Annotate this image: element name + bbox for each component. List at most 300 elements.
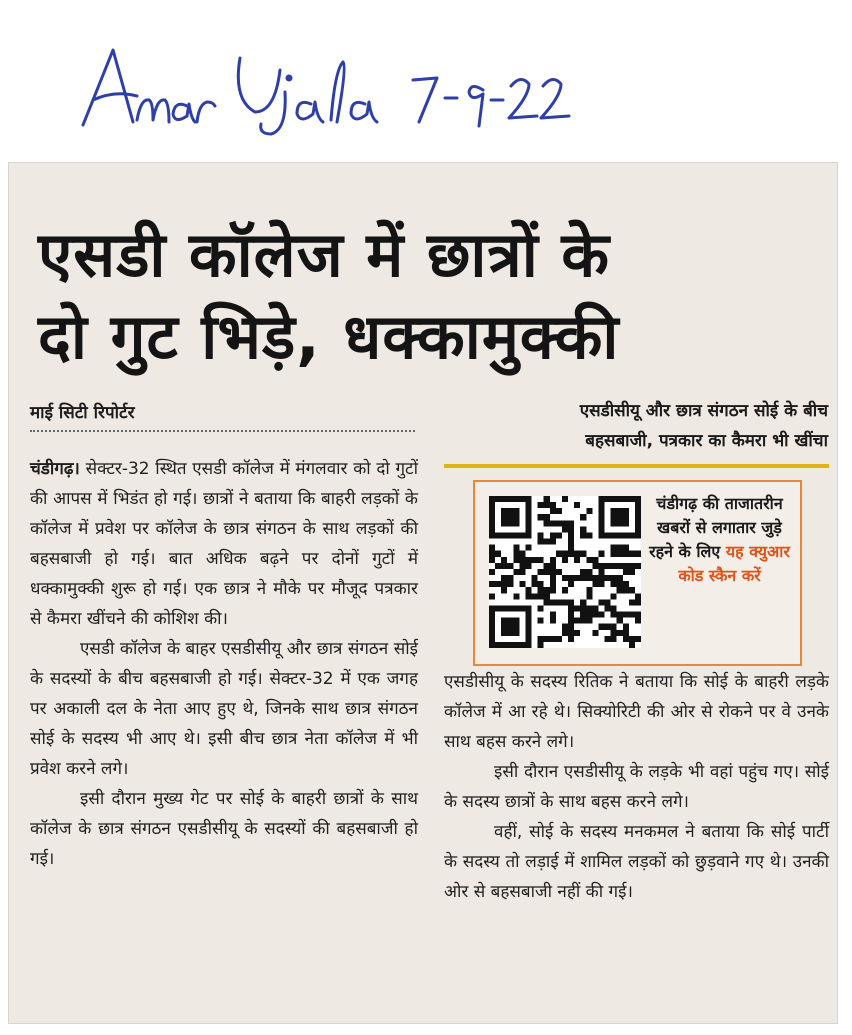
qr-module [513,618,519,624]
qr-module [623,545,629,551]
qr-module [544,514,550,520]
qr-module [562,575,568,581]
qr-module [580,514,586,520]
qr-module [635,520,641,526]
qr-module [580,575,586,581]
qr-module [501,557,507,563]
qr-module [598,575,604,581]
qr-module [629,563,635,569]
qr-module [507,496,513,502]
qr-module [525,514,531,520]
qr-module [489,605,495,611]
qr-module [525,502,531,508]
qr-module [598,496,604,502]
qr-module [550,520,556,526]
qr-module [525,563,531,569]
qr-module [629,642,635,648]
qr-module [568,532,574,538]
qr-module [501,532,507,538]
qr-module [568,630,574,636]
qr-module [568,575,574,581]
qr-module [623,551,629,557]
qr-module [629,612,635,618]
qr-module [544,569,550,575]
qr-module [501,581,507,587]
qr-module [568,545,574,551]
qr-module [568,520,574,526]
qr-module [525,642,531,648]
qr-module [519,581,525,587]
qr-module [586,618,592,624]
qr-module [495,581,501,587]
qr-module [513,624,519,630]
qr-module [586,557,592,563]
qr-module [568,605,574,611]
qr-module [611,532,617,538]
qr-module [489,642,495,648]
article-paragraph-text: सेक्टर-32 स्थित एसडी कॉलेज में मंगलवार को दो गुटों की आपस में भिडंत हो गई। छात्रों ने बताया कि बाहरी लड़कों के कॉलेज में प्रवेश पर कॉलेज के छात्र संगठन के साथ लड़कों की बहसबाजी हो गई। बात अधिक बढ़ने पर दोनों गुटों में धक्कामुक्की शुरू हो गई। एक छात्र ने मौके पर मौजूद पत्रकार से कैमरा खींचने की कोशिश की। [30,459,418,629]
qr-module [598,624,604,630]
qr-module [513,593,519,599]
qr-module [538,618,544,624]
qr-module [550,569,556,575]
qr-module [611,612,617,618]
article-paragraph: एसडी कॉलेज के बाहर एसडीसीयू और छात्र संगठन सोई के सदस्यों के बीच बहसबाजी हो गई। सेक्टर-32 में एक जगह पर अकाली दल के नेता आए हुए थे, जिनके साथ छात्र संगठन सोई के सदस्य भी आए थे। इसी बीच छात्र नेता कॉलेज में भी प्रवेश करने लगे। [30,639,418,779]
qr-module [489,545,495,551]
qr-module [562,526,568,532]
qr-module [586,605,592,611]
headline-line-1: एसडी कॉलेज में छात्रों के [38,217,610,291]
qr-module [519,563,525,569]
qr-module [538,514,544,520]
qr-module [598,532,604,538]
qr-promo-text-plain: चंडीगढ़ की ताजातरीन खबरों से लगातार जुड़े रहने के लिए [649,494,783,561]
qr-module [556,508,562,514]
qr-module [605,532,611,538]
qr-module [580,618,586,624]
qr-module [525,508,531,514]
qr-module [489,551,495,557]
qr-module [623,569,629,575]
article-paragraph: वहीं, सोई के सदस्य मनकमल ने बताया कि सोई पार्टी के सदस्य तो लड़ाई में शामिल लड़कों को छुड़वाने गए थे। उनकी ओर से बहसबाजी नहीं की गई। [444,822,829,902]
qr-module [489,526,495,532]
subheadline-divider [444,464,829,468]
qr-module [525,636,531,642]
qr-module [611,551,617,557]
qr-module [605,624,611,630]
qr-module [544,539,550,545]
qr-module [495,642,501,648]
qr-module [501,624,507,630]
qr-module [580,532,586,538]
qr-module [592,612,598,618]
qr-module [501,520,507,526]
qr-module [562,599,568,605]
qr-module [525,618,531,624]
subheadline [448,396,828,456]
qr-module [507,605,513,611]
qr-module [617,575,623,581]
qr-module [568,636,574,642]
qr-module [507,630,513,636]
qr-module [550,618,556,624]
subheadline-line-1: एसडीसीयू और छात्र संगठन सोई के बीच [579,401,828,421]
qr-module [635,599,641,605]
qr-module [525,496,531,502]
qr-module [611,636,617,642]
qr-module [574,551,580,557]
qr-module [519,569,525,575]
qr-module [617,508,623,514]
qr-module [525,532,531,538]
qr-module [605,605,611,611]
qr-module [592,630,598,636]
qr-module [489,557,495,563]
qr-module [550,575,556,581]
qr-module [538,532,544,538]
qr-module [605,575,611,581]
qr-module [513,569,519,575]
qr-module [574,630,580,636]
qr-module [550,599,556,605]
qr-module [574,575,580,581]
qr-module [562,587,568,593]
qr-module [568,526,574,532]
qr-module [513,630,519,636]
qr-module [635,551,641,557]
qr-module [507,618,513,624]
qr-module [598,581,604,587]
qr-module [629,532,635,538]
qr-module [617,496,623,502]
qr-module [519,551,525,557]
qr-module [568,539,574,545]
qr-module [532,557,538,563]
qr-promo-text [647,492,792,588]
qr-module [507,508,513,514]
qr-module [525,557,531,563]
handwritten-signature-graphic [75,30,635,140]
qr-module [598,520,604,526]
qr-module [501,508,507,514]
qr-module [525,545,531,551]
qr-module [617,581,623,587]
qr-module [550,502,556,508]
qr-module [592,581,598,587]
qr-module [544,520,550,526]
qr-module [580,551,586,557]
qr-module [544,636,550,642]
qr-module [635,532,641,538]
qr-module [489,532,495,538]
qr-module [489,508,495,514]
qr-module [605,496,611,502]
article-paragraph: इसी दौरान मुख्य गेट पर सोई के बाहरी छात्रों के साथ कॉलेज के छात्र संगठन एसडीसीयू के सदस्यों की बहसबाजी हो गई। [30,789,418,869]
qr-module [629,599,635,605]
qr-module [629,587,635,593]
qr-module [501,587,507,593]
qr-module [507,575,513,581]
qr-module [611,545,617,551]
qr-module [586,532,592,538]
qr-module [550,532,556,538]
qr-promo-text-accent: यह क्युआर कोड स्कैन करें [678,542,790,585]
qr-module [611,514,617,520]
qr-module [586,593,592,599]
article-column-left [30,454,418,874]
qr-module [635,502,641,508]
qr-module [495,605,501,611]
qr-module [489,636,495,642]
qr-module [635,593,641,599]
qr-module [489,569,495,575]
byline-divider [30,430,415,432]
qr-module [550,636,556,642]
qr-module [489,502,495,508]
article-paragraph: एसडीसीयू के सदस्य रितिक ने बताया कि सोई के बाहरी लड़के कॉलेज में आ रहे थे। सिक्योरिटी की ओर से रोकने पर वे उनके साथ बहस करने लगे। [444,672,829,752]
qr-module [580,605,586,611]
qr-module [611,563,617,569]
qr-module [635,526,641,532]
qr-module [562,557,568,563]
qr-module [611,575,617,581]
qr-module [501,496,507,502]
qr-module [489,520,495,526]
qr-module [525,593,531,599]
qr-module [568,618,574,624]
qr-module [556,636,562,642]
qr-module [629,636,635,642]
headline [38,214,828,378]
qr-module [538,569,544,575]
dateline: चंडीगढ़। [30,459,80,479]
qr-module [550,557,556,563]
qr-module [550,508,556,514]
qr-module [568,624,574,630]
qr-module [495,551,501,557]
qr-module [586,587,592,593]
qr-module [525,624,531,630]
qr-module [519,532,525,538]
qr-module [556,520,562,526]
qr-module [544,563,550,569]
qr-module [538,539,544,545]
qr-module [538,593,544,599]
qr-module [501,642,507,648]
qr-module [513,508,519,514]
handwritten-source-note [75,30,635,140]
qr-module [489,514,495,520]
qr-module [513,557,519,563]
qr-module [629,496,635,502]
qr-module [635,618,641,624]
qr-module [544,593,550,599]
qr-module [617,612,623,618]
qr-module [550,587,556,593]
qr-module [525,526,531,532]
qr-module [550,612,556,618]
qr-module [623,563,629,569]
qr-module [635,496,641,502]
qr-module [629,551,635,557]
qr-module [623,508,629,514]
qr-module [617,514,623,520]
qr-module [519,496,525,502]
qr-promo-box [473,480,802,666]
qr-module [592,575,598,581]
qr-module [623,520,629,526]
qr-module [544,502,550,508]
qr-module [513,551,519,557]
qr-module [489,618,495,624]
qr-module [586,612,592,618]
qr-module [544,587,550,593]
qr-module [489,593,495,599]
qr-module [556,532,562,538]
qr-module [611,581,617,587]
qr-module [525,520,531,526]
qr-module [538,605,544,611]
qr-module [544,599,550,605]
qr-module [550,581,556,587]
qr-module [617,618,623,624]
qr-module [519,605,525,611]
qr-module [532,593,538,599]
qr-module [550,539,556,545]
qr-module [629,569,635,575]
qr-module [568,599,574,605]
qr-module [586,508,592,514]
qr-module [623,624,629,630]
qr-module [525,587,531,593]
qr-module [617,532,623,538]
qr-module [623,630,629,636]
qr-module [617,563,623,569]
qr-module [538,587,544,593]
qr-module [574,502,580,508]
qr-module [623,612,629,618]
qr-module [556,599,562,605]
qr-module [592,605,598,611]
qr-module [635,636,641,642]
qr-module [598,502,604,508]
qr-module [580,526,586,532]
qr-module [495,496,501,502]
qr-module [611,508,617,514]
qr-module [617,520,623,526]
qr-module [623,514,629,520]
qr-module [574,605,580,611]
qr-module [513,642,519,648]
qr-module [501,630,507,636]
qr-module [598,526,604,532]
qr-module [513,514,519,520]
qr-module [513,520,519,526]
qr-module [489,630,495,636]
qr-module [507,520,513,526]
qr-module [611,496,617,502]
qr-module [617,545,623,551]
qr-module [574,618,580,624]
qr-module [586,575,592,581]
qr-module [489,496,495,502]
qr-module [525,612,531,618]
qr-module [507,532,513,538]
qr-module [623,636,629,642]
qr-module [611,624,617,630]
qr-module [611,605,617,611]
qr-module [525,630,531,636]
qr-module [489,612,495,618]
qr-module [635,514,641,520]
qr-module [617,630,623,636]
qr-module [598,551,604,557]
qr-module [568,551,574,557]
qr-code[interactable] [489,496,641,648]
qr-module [611,593,617,599]
qr-module [519,557,525,563]
qr-module [635,508,641,514]
qr-module [562,624,568,630]
newspaper-clipping [8,162,838,1024]
qr-module [605,563,611,569]
qr-module [501,605,507,611]
qr-module [592,563,598,569]
qr-module [489,624,495,630]
qr-module [623,587,629,593]
qr-module [513,545,519,551]
qr-module [598,508,604,514]
qr-module [556,551,562,557]
qr-module [501,563,507,569]
qr-module [562,520,568,526]
byline: माई सिटी रिपोर्टर [30,403,135,423]
qr-module [525,605,531,611]
qr-module [538,557,544,563]
headline-line-2: दो गुट भिड़े, धक्कामुक्की [38,299,620,373]
qr-module [532,581,538,587]
qr-module [519,642,525,648]
qr-module [617,587,623,593]
qr-module [623,496,629,502]
qr-module [507,624,513,630]
qr-module [568,581,574,587]
qr-module [513,496,519,502]
article-column-right [444,667,829,907]
qr-module [598,569,604,575]
qr-module [513,532,519,538]
qr-module [501,575,507,581]
qr-module [598,514,604,520]
qr-module [568,612,574,618]
article-paragraph [30,454,418,634]
qr-module [580,599,586,605]
qr-module [574,557,580,563]
qr-module [538,581,544,587]
qr-code-graphic [489,496,641,648]
qr-module [598,563,604,569]
qr-module [562,551,568,557]
qr-module [538,642,544,648]
qr-module [507,514,513,520]
qr-module [611,630,617,636]
qr-module [495,532,501,538]
qr-module [635,612,641,618]
qr-module [489,581,495,587]
qr-module [556,569,562,575]
qr-module [544,496,550,502]
qr-module [507,581,513,587]
